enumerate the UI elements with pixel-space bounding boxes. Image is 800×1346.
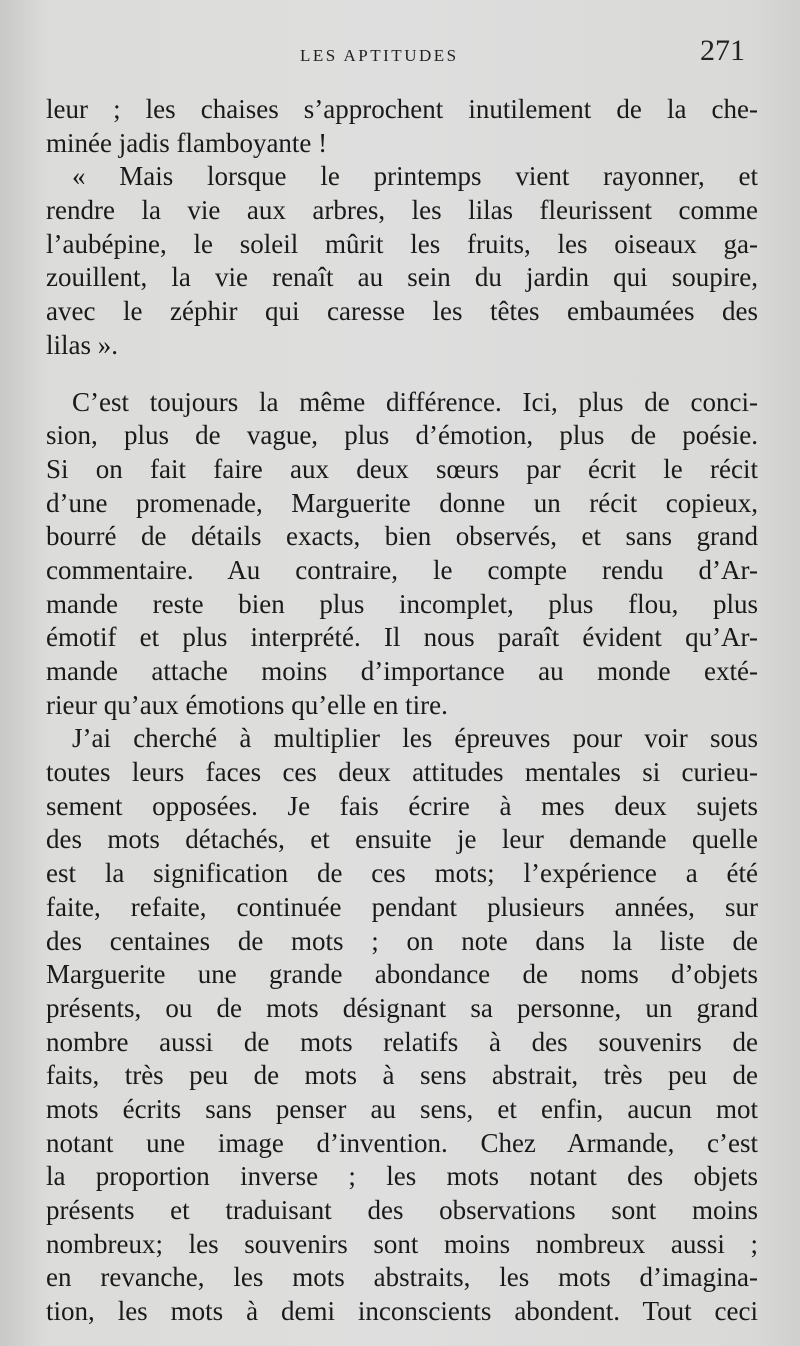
text-line: l’aubépine, le soleil mûrit les fruits, les oiseaux ga-: [46, 228, 758, 259]
text-line: zouillent, la vie renaît au sein du jardin qui soupire,: [46, 262, 758, 293]
text-line: rendre la vie aux arbres, les lilas fleurissent comme: [46, 195, 758, 226]
text-line: Marguerite une grande abondance de noms d’objets: [46, 959, 758, 990]
text-line: faits, très peu de mots à sens abstrait, très peu de: [46, 1060, 758, 1091]
text-line: nombreux; les souvenirs sont moins nombreux aussi ;: [46, 1228, 758, 1259]
text-line: commentaire. Au contraire, le compte rendu d’Ar-: [46, 554, 758, 585]
text-line: tion, les mots à demi inconscients abondent. Tout ceci: [46, 1296, 758, 1327]
paragraph: [46, 93, 758, 160]
text-line: notant une image d’invention. Chez Armande, c’est: [46, 1127, 758, 1158]
text-line: présents, ou de mots désignant sa personne, un grand: [46, 992, 758, 1023]
paragraph: [46, 160, 758, 362]
text-line: J’ai cherché à multiplier les épreuves pour voir sous: [72, 723, 758, 754]
running-title: LES APTITUDES: [300, 46, 459, 65]
text-line: rieur qu’aux émotions qu’elle en tire.: [46, 689, 448, 720]
paragraph: [46, 722, 758, 1328]
text-line: toutes leurs faces ces deux attitudes mentales si curieu-: [46, 757, 758, 788]
page-number: 271: [700, 34, 745, 67]
text-line: sion, plus de vague, plus d’émotion, plus de poésie.: [46, 420, 758, 451]
paragraph-gap: [46, 363, 758, 386]
paragraph: [46, 386, 758, 723]
running-head: [0, 34, 800, 74]
text-line: lilas ».: [46, 329, 118, 360]
text-line: « Mais lorsque le printemps vient rayonner, et: [72, 161, 758, 192]
text-line: en revanche, les mots abstraits, les mots d’imagina-: [46, 1262, 758, 1293]
text-line: mande reste bien plus incomplet, plus flou, plus: [46, 588, 758, 619]
text-line: minée jadis flamboyante !: [46, 127, 328, 158]
text-line: nombre aussi de mots relatifs à des souvenirs de: [46, 1026, 758, 1057]
text-line: avec le zéphir qui caresse les têtes embaumées des: [46, 296, 758, 327]
text-line: Si on fait faire aux deux sœurs par écrit le récit: [46, 453, 758, 484]
text-line: émotif et plus interprété. Il nous paraît évident qu’Ar-: [46, 622, 758, 653]
text-line: présents et traduisant des observations sont moins: [46, 1195, 758, 1225]
text-line: est la signification de ces mots; l’expérience a été: [46, 858, 758, 889]
text-line: mots écrits sans penser au sens, et enfin, aucun mot: [46, 1093, 758, 1124]
text-line: d’une promenade, Marguerite donne un récit copieux,: [46, 487, 758, 518]
text-line: la proportion inverse ; les mots notant des objets: [46, 1161, 758, 1192]
text-line: mande attache moins d’importance au monde exté-: [46, 656, 758, 686]
text-line: bourré de détails exacts, bien observés, et sans grand: [46, 521, 758, 552]
body-text: [46, 93, 758, 1329]
text-line: des mots détachés, et ensuite je leur demande quelle: [46, 824, 758, 855]
text-line: C’est toujours la même différence. Ici, plus de conci-: [72, 386, 758, 417]
text-line: sement opposées. Je fais écrire à mes deux sujets: [46, 790, 758, 821]
text-line: leur ; les chaises s’approchent inutilement de la che-: [46, 94, 758, 124]
text-line: des centaines de mots ; on note dans la liste de: [46, 925, 758, 956]
text-line: faite, refaite, continuée pendant plusieurs années, sur: [46, 891, 758, 922]
